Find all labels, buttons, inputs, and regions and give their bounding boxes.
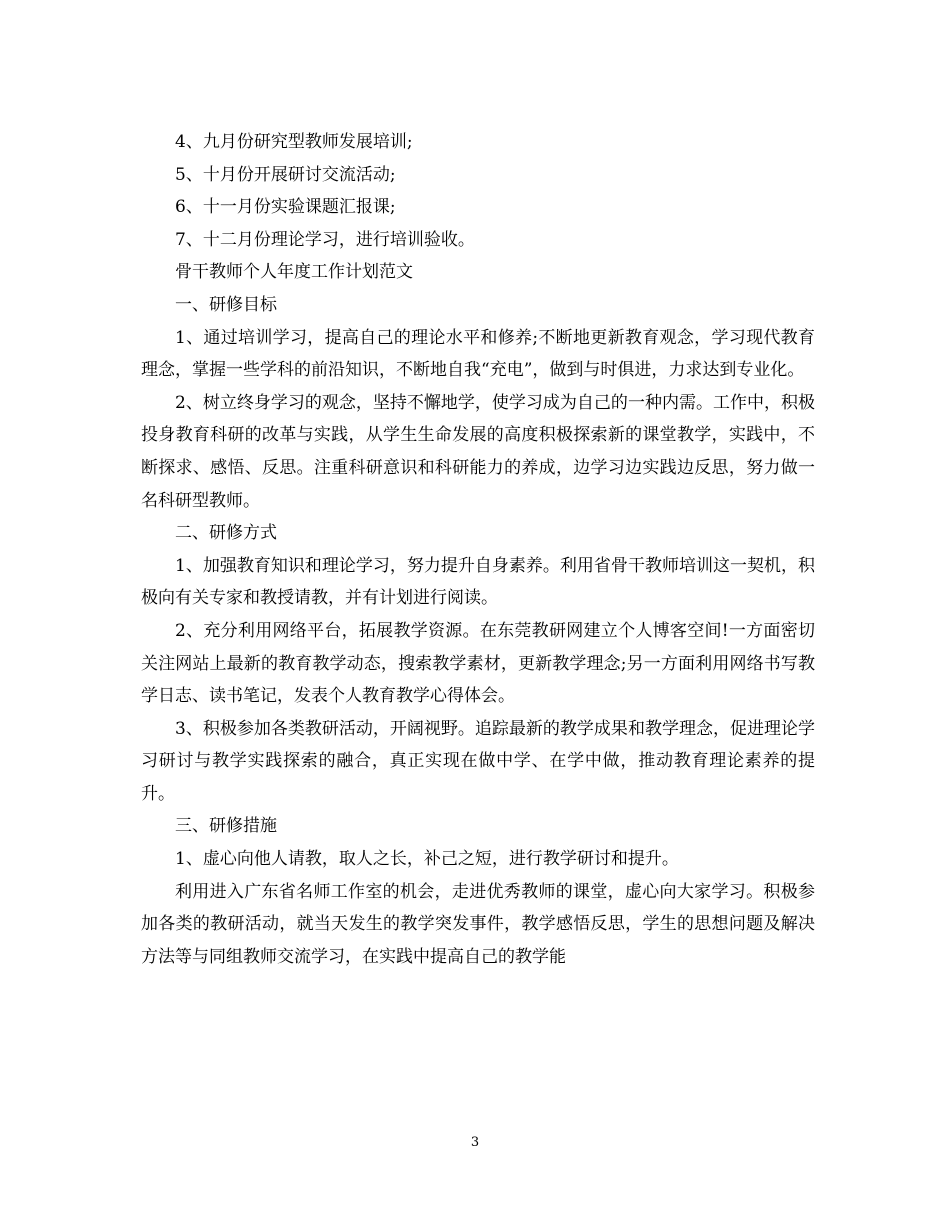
document-title: 骨干教师个人年度工作计划范文 bbox=[175, 262, 413, 283]
plan-item-september: 4、九月份研究型教师发展培训; bbox=[175, 132, 413, 152]
measure-paragraph-1: 1、虚心向他人请教，取人之长，补己之短，进行教学研讨和提升。 bbox=[175, 849, 679, 870]
section-heading-goals: 一、研修目标 bbox=[175, 294, 277, 315]
method-paragraph-3: 3、积极参加各类教研活动，开阔视野。追踪最新的教学成果和教学理念，促进理论学习研讨与教学实践探索的融合，真正实现在做中学、在学中做，推动教育理论素养的提升。 bbox=[141, 718, 815, 804]
document-body bbox=[141, 126, 815, 973]
goal-paragraph-2: 2、树立终身学习的观念，坚持不懈地学，使学习成为自己的一种内需。工作中，积极投身教育科研的改革与实践，从学生生命发展的高度积极探索新的课堂教学，实践中，不断探求、感悟、反思。注重科研意识和科研能力的养成，边学习边实践边反思，努力做一名科研型教师。 bbox=[141, 392, 815, 511]
section-heading-measures: 三、研修措施 bbox=[175, 816, 277, 837]
plan-item-october: 5、十月份开展研讨交流活动; bbox=[175, 164, 396, 185]
plan-item-december: 7、十二月份理论学习，进行培训验收。 bbox=[175, 229, 475, 250]
method-paragraph-2: 2、充分利用网络平台，拓展教学资源。在东莞教研网建立个人博客空间!一方面密切关注网站上最新的教育教学动态，搜索教学素材，更新教学理念;另一方面利用网络书写教学日志、读书笔记，发表个人教育教学心得体会。 bbox=[141, 620, 815, 707]
method-paragraph-1: 1、加强教育知识和理论学习，努力提升自身素养。利用省骨干教师培训这一契机，积极向有关专家和教授请教，并有计划进行阅读。 bbox=[141, 555, 815, 609]
section-heading-methods: 二、研修方式 bbox=[175, 523, 277, 544]
plan-item-november: 6、十一月份实验课题汇报课; bbox=[175, 197, 396, 218]
page-number: 3 bbox=[470, 1135, 480, 1150]
measure-paragraph-2: 利用进入广东省名师工作室的机会，走进优秀教师的课堂，虚心向大家学习。积极参加各类的教研活动，就当天发生的教学突发事件，教学感悟反思，学生的思想问题及解决方法等与同组教师交流学习，在实践中提高自己的教学能 bbox=[141, 881, 815, 967]
goal-paragraph-1: 1、通过培训学习，提高自己的理论水平和修养;不断地更新教育观念，学习现代教育理念，掌握一些学科的前沿知识，不断地自我“充电”，做到与时俱进，力求达到专业化。 bbox=[141, 327, 815, 381]
